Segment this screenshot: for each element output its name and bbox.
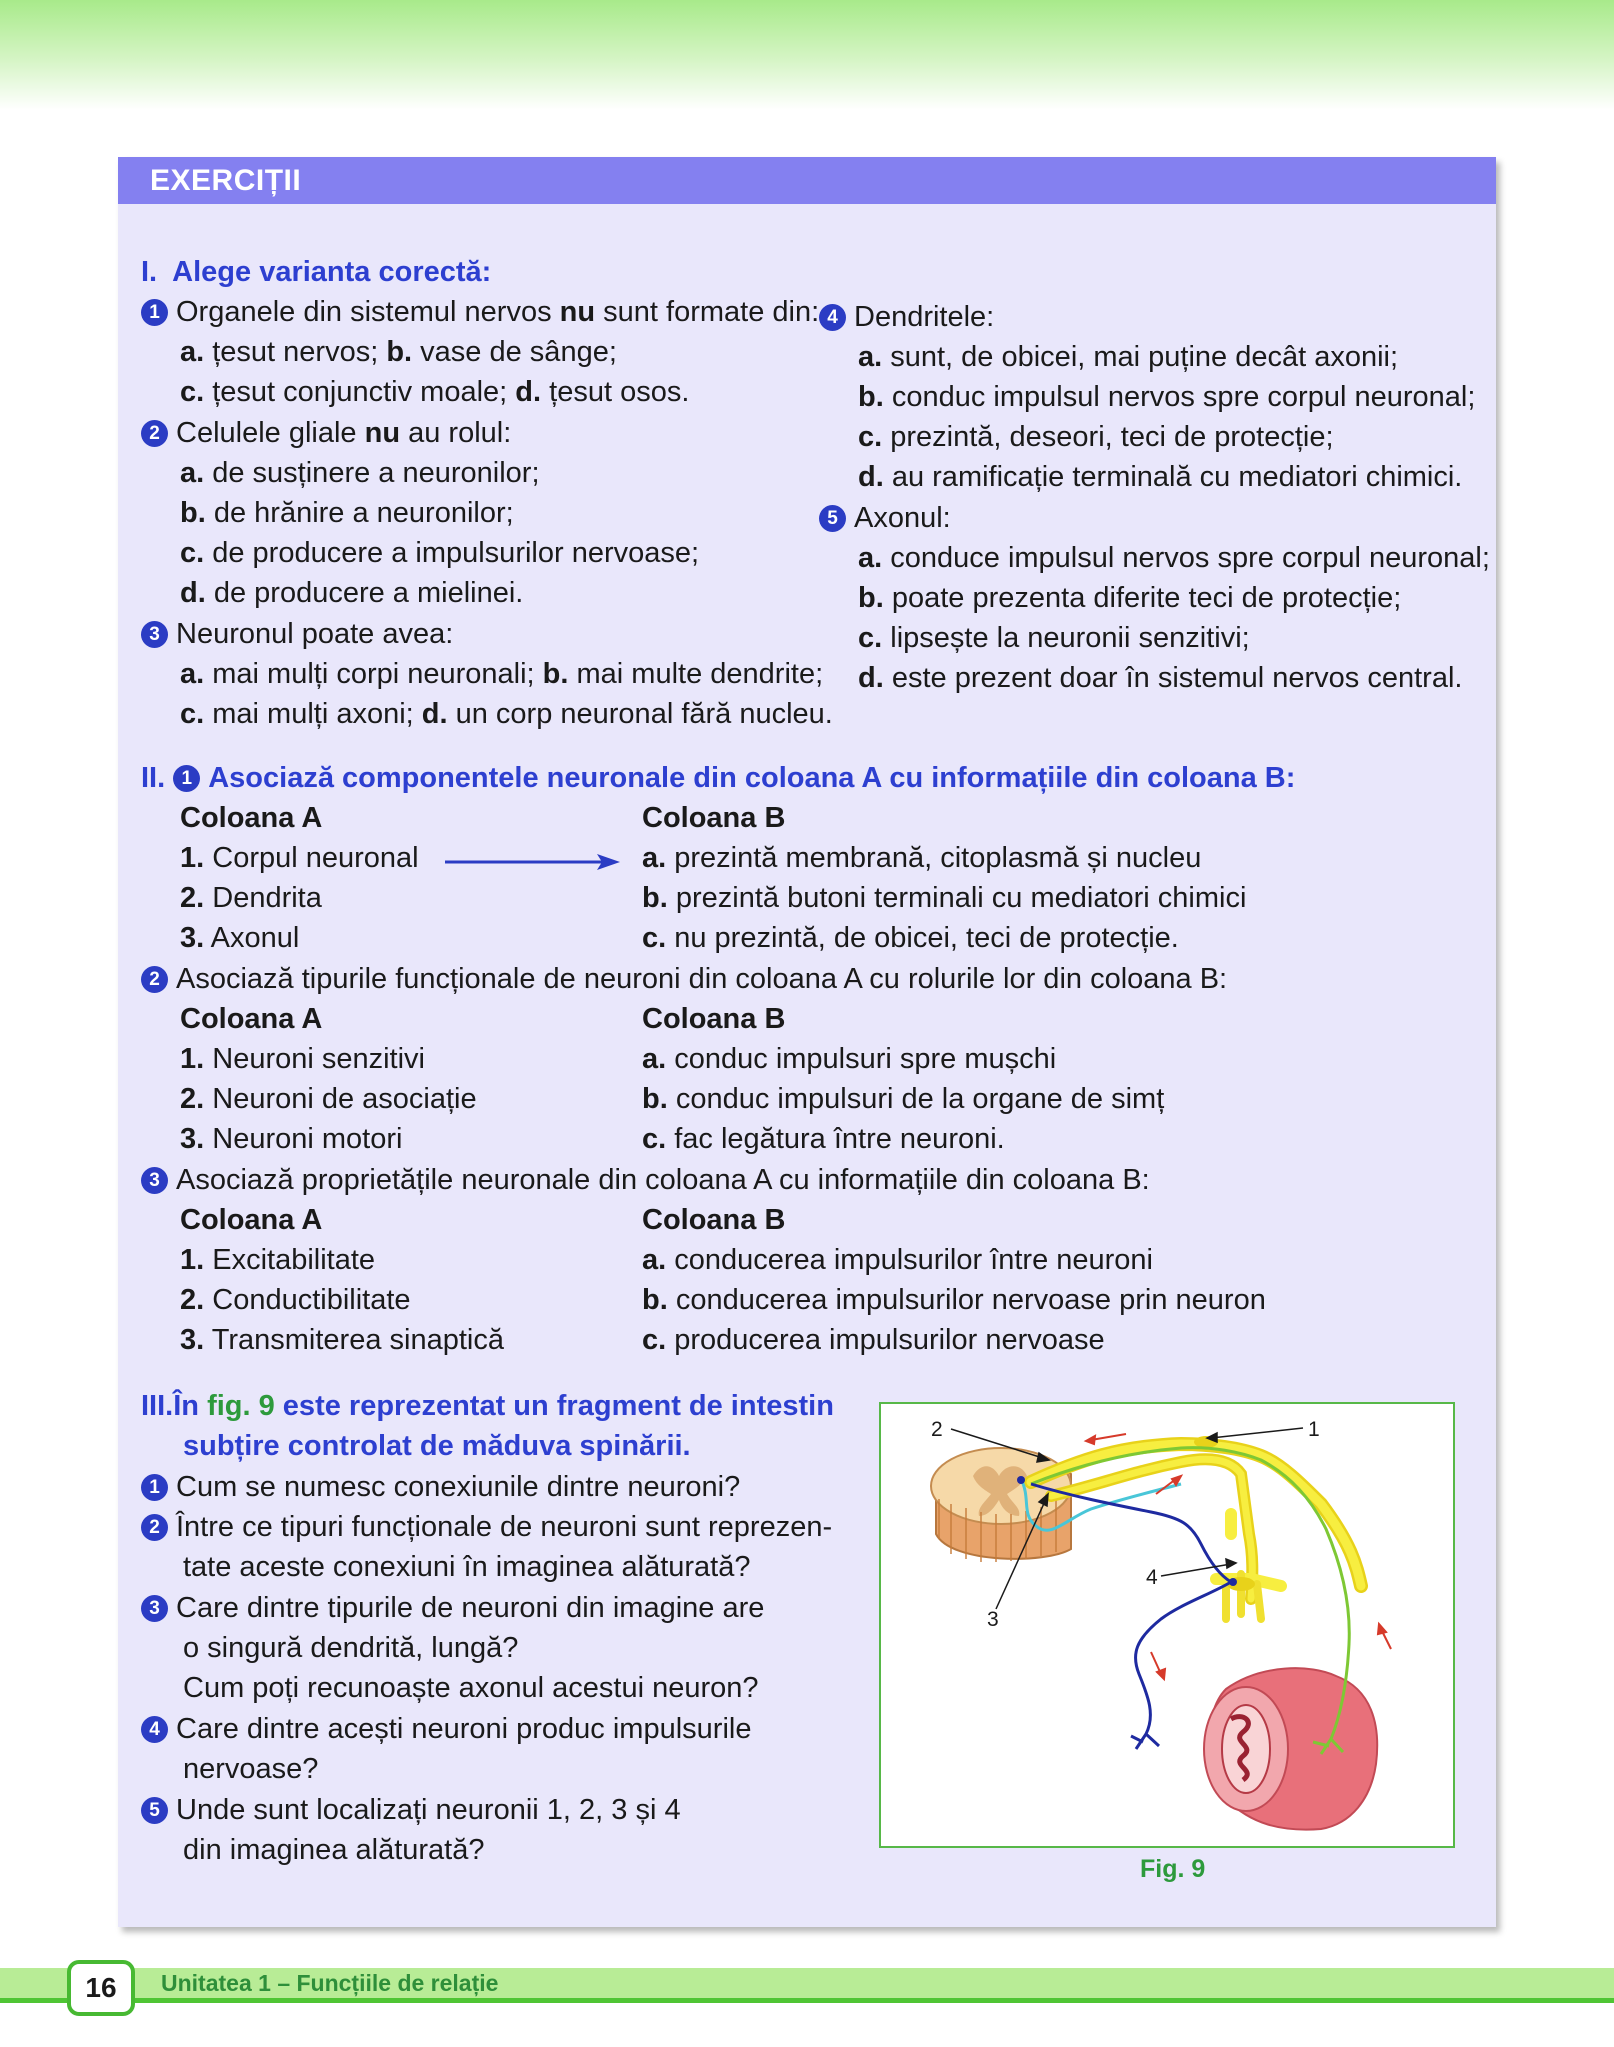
figure-9 <box>879 1402 1455 1848</box>
col-a-header: Coloana A <box>180 1003 323 1035</box>
q1-4: 4 Dendritele: <box>819 297 994 337</box>
number-badge: 4 <box>819 304 846 331</box>
q1-4-a: a. sunt, de obicei, mai puține decât axonii; <box>858 341 1399 373</box>
q3-5-cont: din imaginea alăturată? <box>183 1834 485 1866</box>
q3-4: 4 Care dintre acești neuroni produc impulsurile <box>141 1709 751 1749</box>
g3-a-3: 3. Transmiterea sinaptică <box>180 1324 504 1356</box>
g1-b-b: b. prezintă butoni terminali cu mediatori chimici <box>642 882 1247 914</box>
intestine-fragment <box>1204 1668 1377 1829</box>
q1-5-b: b. poate prezenta diferite teci de protecție; <box>858 582 1402 614</box>
g3-b-b: b. conducerea impulsurilor nervoase prin neuron <box>642 1284 1266 1316</box>
g2-a-2: 2. Neuroni de asociație <box>180 1083 477 1115</box>
q1-1-cd: c. țesut conjunctiv moale; d. țesut osos. <box>180 376 690 408</box>
number-badge: 1 <box>141 299 168 326</box>
q1-1-ab: a. țesut nervos; b. vase de sânge; <box>180 336 617 368</box>
panel-title: EXERCIȚII <box>150 164 302 197</box>
number-badge: 1 <box>173 765 200 792</box>
number-badge: 3 <box>141 621 168 648</box>
g2-a-3: 3. Neuroni motori <box>180 1123 403 1155</box>
g1-b-a: a. prezintă membrană, citoplasmă și nucleu <box>642 842 1202 874</box>
section-3-title-line2: subțire controlat de măduva spinării. <box>183 1430 691 1462</box>
q1-2: 2 Celulele gliale nu au rolul: <box>141 413 511 453</box>
page-number: 16 <box>67 1960 135 2016</box>
g3-a-1: 1. Excitabilitate <box>180 1244 376 1276</box>
q1-3: 3 Neuronul poate avea: <box>141 614 453 654</box>
number-badge: 5 <box>819 505 846 532</box>
figure-caption: Fig. 9 <box>1140 1855 1206 1883</box>
example-arrow <box>445 852 620 872</box>
g1-a-3: 3. Axonul <box>180 922 300 954</box>
fig-label-2: 2 <box>931 1418 943 1441</box>
q1-2-a: a. de susținere a neuronilor; <box>180 457 540 489</box>
q1-4-c: c. prezintă, deseori, teci de protecție; <box>858 421 1334 453</box>
number-badge: 1 <box>141 1474 168 1501</box>
q1-4-b: b. conduc impulsul nervos spre corpul neuronal; <box>858 381 1476 413</box>
q3-4-cont: nervoase? <box>183 1753 319 1785</box>
footer-unit-title: Unitatea 1 – Funcțiile de relație <box>161 1970 499 1996</box>
q1-2-b: b. de hrănire a neuronilor; <box>180 497 514 529</box>
spinal-cord <box>931 1448 1071 1562</box>
fig-label-1: 1 <box>1308 1418 1320 1441</box>
col-b-header: Coloana B <box>642 1003 786 1035</box>
section-1-title: I. Alege varianta corectă: <box>141 256 492 288</box>
panel-header <box>118 157 1496 204</box>
q3-2: 2 Între ce tipuri funcționale de neuroni sunt reprezen- <box>141 1507 832 1547</box>
col-a-header: Coloana A <box>180 802 323 834</box>
footer-rule <box>0 1998 1614 2003</box>
g3-b-c: c. producerea impulsurilor nervoase <box>642 1324 1105 1356</box>
g3-a-2: 2. Conductibilitate <box>180 1284 411 1316</box>
q3-3-cont: o singură dendrită, lungă? <box>183 1632 519 1664</box>
q2-3: 3 Asociază proprietățile neuronale din coloana A cu informațiile din coloana B: <box>141 1160 1150 1200</box>
q1-5-d: d. este prezent doar în sistemul nervos central. <box>858 662 1463 694</box>
g2-b-b: b. conduc impulsuri de la organe de simț <box>642 1083 1165 1115</box>
q1-5-c: c. lipsește la neuronii senzitivi; <box>858 622 1250 654</box>
number-badge: 2 <box>141 420 168 447</box>
number-badge: 4 <box>141 1716 168 1743</box>
g1-a-1: 1. Corpul neuronal <box>180 842 419 874</box>
q1-5: 5 Axonul: <box>819 498 951 538</box>
number-badge: 2 <box>141 1514 168 1541</box>
q3-2-cont: tate aceste conexiuni în imaginea alăturată? <box>183 1551 751 1583</box>
g2-b-c: c. fac legătura între neuroni. <box>642 1123 1005 1155</box>
q1-1: 1 Organele din sistemul nervos nu sunt formate din: <box>141 292 819 332</box>
g3-b-a: a. conducerea impulsurilor între neuroni <box>642 1244 1153 1276</box>
q1-2-d: d. de producere a mielinei. <box>180 577 524 609</box>
q1-5-a: a. conduce impulsul nervos spre corpul neuronal; <box>858 542 1490 574</box>
number-badge: 5 <box>141 1797 168 1824</box>
fig-label-4: 4 <box>1146 1566 1158 1589</box>
q3-3: 3 Care dintre tipurile de neuroni din imagine are <box>141 1588 764 1628</box>
g1-b-c: c. nu prezintă, de obicei, teci de protecție. <box>642 922 1179 954</box>
g1-a-2: 2. Dendrita <box>180 882 322 914</box>
q1-3-cd: c. mai mulți axoni; d. un corp neuronal fără nucleu. <box>180 698 833 730</box>
nerve-bundles <box>1031 1436 1361 1619</box>
q3-3-cont2: Cum poți recunoaște axonul acestui neuron? <box>183 1672 759 1704</box>
section-2-title: II. 1 Asociază componentele neuronale din coloana A cu informațiile din coloana B: <box>141 762 1296 794</box>
g2-a-1: 1. Neuroni senzitivi <box>180 1043 426 1075</box>
col-b-header: Coloana B <box>642 1204 786 1236</box>
q3-5: 5 Unde sunt localizați neuronii 1, 2, 3 și 4 <box>141 1790 681 1830</box>
q1-2-c: c. de producere a impulsurilor nervoase; <box>180 537 700 569</box>
number-badge: 3 <box>141 1167 168 1194</box>
neural-pathway-illustration <box>881 1404 1453 1846</box>
g2-b-a: a. conduc impulsuri spre mușchi <box>642 1043 1057 1075</box>
q1-4-d: d. au ramificație terminală cu mediatori chimici. <box>858 461 1463 493</box>
col-a-header: Coloana A <box>180 1204 323 1236</box>
top-band <box>0 0 1614 110</box>
q3-1: 1 Cum se numesc conexiunile dintre neuroni? <box>141 1467 740 1507</box>
number-badge: 3 <box>141 1595 168 1622</box>
q2-2: 2 Asociază tipurile funcționale de neuroni din coloana A cu rolurile lor din coloana B: <box>141 959 1227 999</box>
section-3-title: III.În fig. 9 este reprezentat un fragment de intestin <box>141 1390 834 1422</box>
col-b-header: Coloana B <box>642 802 786 834</box>
fig-label-3: 3 <box>987 1608 999 1631</box>
number-badge: 2 <box>141 966 168 993</box>
q1-3-ab: a. mai mulți corpi neuronali; b. mai multe dendrite; <box>180 658 824 690</box>
